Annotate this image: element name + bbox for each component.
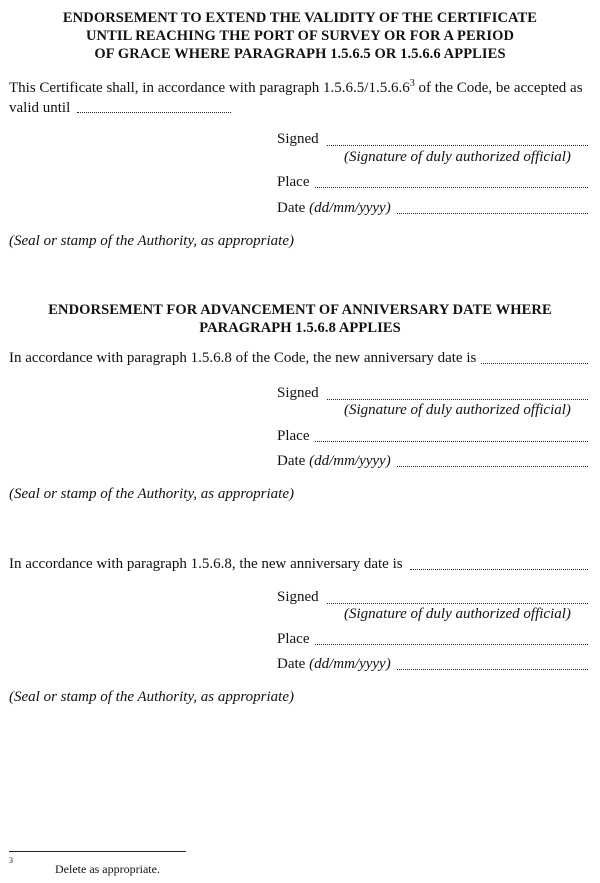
signature-field[interactable] xyxy=(327,603,588,604)
signed-label: Signed xyxy=(277,589,319,605)
place-field[interactable] xyxy=(315,441,588,442)
date-format-hint: (dd/mm/yyyy) xyxy=(309,453,391,469)
footnote-reference: 3 xyxy=(409,78,415,89)
signature-field[interactable] xyxy=(327,145,588,146)
section-1-heading-line-3: OF GRACE WHERE PARAGRAPH 1.5.6.5 OR 1.5.6.6 APPLIES xyxy=(94,46,506,62)
date-format-hint: (dd/mm/yyyy) xyxy=(309,200,391,216)
date-label xyxy=(277,453,391,470)
section-1-heading-line-2: UNTIL REACHING THE PORT OF SURVEY OR FOR A PERIOD xyxy=(85,28,515,44)
place-field[interactable] xyxy=(315,644,588,645)
valid-until-field[interactable] xyxy=(77,112,231,113)
footnote-text: Delete as appropriate. xyxy=(55,862,160,876)
signature-caption: (Signature of duly authorized official) xyxy=(344,149,571,165)
date-field[interactable] xyxy=(397,213,588,214)
new-anniversary-date-field[interactable] xyxy=(410,569,588,570)
section-2-heading-line-2: PARAGRAPH 1.5.6.8 APPLIES xyxy=(199,320,401,336)
place-label: Place xyxy=(277,174,310,190)
date-format-hint: (dd/mm/yyyy) xyxy=(309,656,391,672)
section-1-valid-until-label: valid until xyxy=(9,100,71,116)
section-3-body: In accordance with paragraph 1.5.6.8, the new anniversary date is xyxy=(9,556,403,572)
section-2-body: In accordance with paragraph 1.5.6.8 of the Code, the new anniversary date is xyxy=(9,350,477,366)
place-label: Place xyxy=(277,428,310,444)
signature-caption: (Signature of duly authorized official) xyxy=(344,606,571,622)
section-1-body-part-1: This Certificate shall, in accordance with paragraph 1.5.6.5/1.5.6.6 xyxy=(9,80,410,96)
signature-caption: (Signature of duly authorized official) xyxy=(344,402,571,418)
signature-field[interactable] xyxy=(327,399,588,400)
seal-note: (Seal or stamp of the Authority, as appropriate) xyxy=(9,689,294,705)
date-field[interactable] xyxy=(397,466,588,467)
signed-label: Signed xyxy=(277,131,319,147)
date-label xyxy=(277,656,391,673)
signed-label: Signed xyxy=(277,385,319,401)
footnote-divider xyxy=(9,851,186,852)
seal-note: (Seal or stamp of the Authority, as appropriate) xyxy=(9,486,294,502)
section-1-body-line-1 xyxy=(9,80,583,97)
place-field[interactable] xyxy=(315,187,588,188)
section-1-heading-line-1: ENDORSEMENT TO EXTEND THE VALIDITY OF THE CERTIFICATE xyxy=(62,10,538,26)
date-label xyxy=(277,200,391,217)
section-2-heading-line-1: ENDORSEMENT FOR ADVANCEMENT OF ANNIVERSARY DATE WHERE xyxy=(48,302,552,318)
place-label: Place xyxy=(277,631,310,647)
new-anniversary-date-field[interactable] xyxy=(481,363,588,364)
seal-note: (Seal or stamp of the Authority, as appropriate) xyxy=(9,233,294,249)
footnote-number: 3 xyxy=(9,856,13,865)
date-field[interactable] xyxy=(397,669,588,670)
date-label-text: Date xyxy=(277,453,306,469)
section-1-body-part-2: of the Code, be accepted as xyxy=(414,80,583,96)
date-label-text: Date xyxy=(277,200,306,216)
date-label-text: Date xyxy=(277,656,306,672)
